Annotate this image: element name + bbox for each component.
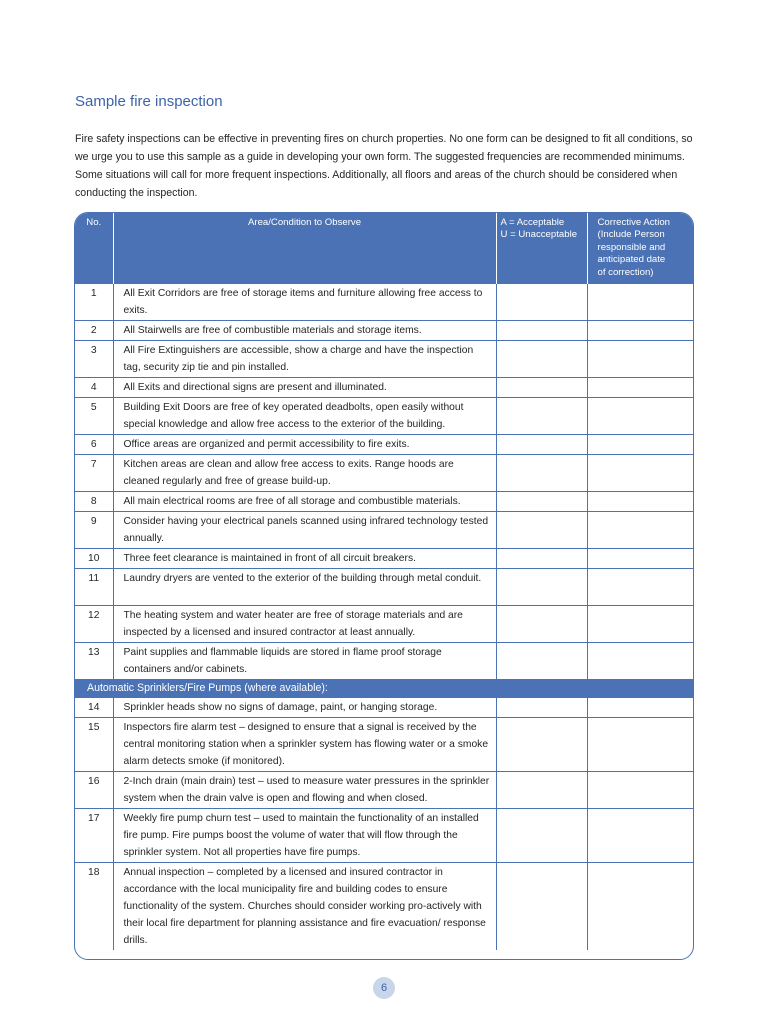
corrective-action-cell[interactable] bbox=[587, 809, 694, 863]
row-condition: The heating system and water heater are free of storage materials and are inspected by a licensed and insured contractor at least annually. bbox=[113, 606, 496, 643]
row-number: 18 bbox=[75, 863, 113, 951]
table-row bbox=[75, 341, 694, 378]
table-row bbox=[75, 512, 694, 549]
corrective-action-cell[interactable] bbox=[587, 321, 694, 341]
header-acceptable: A = Acceptable U = Unacceptable bbox=[496, 213, 587, 284]
corrective-action-cell[interactable] bbox=[587, 863, 694, 951]
row-condition: All Fire Extinguishers are accessible, show a charge and have the inspection tag, security zip tie and pin installed. bbox=[113, 341, 496, 378]
row-number: 4 bbox=[75, 378, 113, 398]
section-header-row bbox=[75, 680, 694, 698]
corrective-action-cell[interactable] bbox=[587, 341, 694, 378]
acceptable-cell[interactable] bbox=[496, 378, 587, 398]
table-row bbox=[75, 398, 694, 435]
acceptable-cell[interactable] bbox=[496, 569, 587, 606]
row-condition: Laundry dryers are vented to the exterior of the building through metal conduit. bbox=[113, 569, 496, 606]
row-number: 2 bbox=[75, 321, 113, 341]
table-row bbox=[75, 549, 694, 569]
row-number: 17 bbox=[75, 809, 113, 863]
acceptable-cell[interactable] bbox=[496, 398, 587, 435]
row-condition: Building Exit Doors are free of key operated deadbolts, open easily without special knowledge and allow free access to the exterior of the building. bbox=[113, 398, 496, 435]
header-no: No. bbox=[75, 213, 113, 284]
row-number: 6 bbox=[75, 435, 113, 455]
acceptable-cell[interactable] bbox=[496, 321, 587, 341]
table-row bbox=[75, 569, 694, 606]
corrective-action-cell[interactable] bbox=[587, 549, 694, 569]
section-label-sprinklers: Automatic Sprinklers/Fire Pumps (where available): bbox=[75, 680, 694, 698]
table-row bbox=[75, 863, 694, 951]
table-row bbox=[75, 809, 694, 863]
inspection-table bbox=[74, 212, 694, 960]
row-number: 11 bbox=[75, 569, 113, 606]
acceptable-cell[interactable] bbox=[496, 549, 587, 569]
corrective-action-cell[interactable] bbox=[587, 455, 694, 492]
corrective-action-cell[interactable] bbox=[587, 772, 694, 809]
row-condition: All Exits and directional signs are present and illuminated. bbox=[113, 378, 496, 398]
acceptable-cell[interactable] bbox=[496, 284, 587, 321]
row-condition: All Exit Corridors are free of storage items and furniture allowing free access to exits. bbox=[113, 284, 496, 321]
row-number: 13 bbox=[75, 643, 113, 680]
row-condition: 2-Inch drain (main drain) test – used to measure water pressures in the sprinkler system when the drain valve is open and flowing and when closed. bbox=[113, 772, 496, 809]
row-number: 15 bbox=[75, 718, 113, 772]
acceptable-cell[interactable] bbox=[496, 512, 587, 549]
table-row bbox=[75, 378, 694, 398]
row-number: 9 bbox=[75, 512, 113, 549]
table-row bbox=[75, 455, 694, 492]
corrective-action-cell[interactable] bbox=[587, 492, 694, 512]
row-number: 5 bbox=[75, 398, 113, 435]
acceptable-cell[interactable] bbox=[496, 809, 587, 863]
table-row bbox=[75, 772, 694, 809]
acceptable-cell[interactable] bbox=[496, 455, 587, 492]
corrective-action-cell[interactable] bbox=[587, 698, 694, 718]
corrective-action-cell[interactable] bbox=[587, 378, 694, 398]
row-condition: Office areas are organized and permit accessibility to fire exits. bbox=[113, 435, 496, 455]
row-condition: Inspectors fire alarm test – designed to ensure that a signal is received by the central monitoring station when a sprinkler system has flowing water or a smoke alarm detects smoke (if monitored). bbox=[113, 718, 496, 772]
row-number: 16 bbox=[75, 772, 113, 809]
table-header-row bbox=[75, 213, 694, 284]
acceptable-cell[interactable] bbox=[496, 341, 587, 378]
table-row bbox=[75, 321, 694, 341]
row-number: 3 bbox=[75, 341, 113, 378]
header-area-condition: Area/Condition to Observe bbox=[113, 213, 496, 284]
row-condition: Consider having your electrical panels scanned using infrared technology tested annually. bbox=[113, 512, 496, 549]
table-row bbox=[75, 643, 694, 680]
row-condition: Sprinkler heads show no signs of damage, paint, or hanging storage. bbox=[113, 698, 496, 718]
corrective-action-cell[interactable] bbox=[587, 606, 694, 643]
table-row bbox=[75, 435, 694, 455]
corrective-action-cell[interactable] bbox=[587, 718, 694, 772]
page-title: Sample fire inspection bbox=[75, 93, 223, 110]
row-condition: Weekly fire pump churn test – used to maintain the functionality of an installed fire pump. Fire pumps boost the volume of water that will flow through the sprinkler system. Not all properties have fire pumps. bbox=[113, 809, 496, 863]
corrective-action-cell[interactable] bbox=[587, 643, 694, 680]
acceptable-cell[interactable] bbox=[496, 643, 587, 680]
row-condition: All main electrical rooms are free of all storage and combustible materials. bbox=[113, 492, 496, 512]
row-number: 1 bbox=[75, 284, 113, 321]
table-row bbox=[75, 718, 694, 772]
corrective-action-cell[interactable] bbox=[587, 398, 694, 435]
acceptable-cell[interactable] bbox=[496, 698, 587, 718]
header-corrective-action: Corrective Action (Include Person responsible and anticipated date of correction) bbox=[587, 213, 694, 284]
acceptable-cell[interactable] bbox=[496, 772, 587, 809]
row-number: 12 bbox=[75, 606, 113, 643]
acceptable-cell[interactable] bbox=[496, 606, 587, 643]
row-condition: All Stairwells are free of combustible materials and storage items. bbox=[113, 321, 496, 341]
row-condition: Three feet clearance is maintained in front of all circuit breakers. bbox=[113, 549, 496, 569]
acceptable-cell[interactable] bbox=[496, 492, 587, 512]
table-row bbox=[75, 606, 694, 643]
table-row bbox=[75, 284, 694, 321]
row-number: 8 bbox=[75, 492, 113, 512]
row-condition: Annual inspection – completed by a licensed and insured contractor in accordance with the local municipality fire and building codes to ensure functionality of the system. Churches should consider working pro-actively with their local fire department for planning assistance and fire evacuation/ response drills. bbox=[113, 863, 496, 951]
row-number: 10 bbox=[75, 549, 113, 569]
table-row bbox=[75, 698, 694, 718]
row-number: 7 bbox=[75, 455, 113, 492]
row-condition: Paint supplies and flammable liquids are stored in flame proof storage containers and/or cabinets. bbox=[113, 643, 496, 680]
acceptable-cell[interactable] bbox=[496, 718, 587, 772]
table-row bbox=[75, 492, 694, 512]
row-condition: Kitchen areas are clean and allow free access to exits. Range hoods are cleaned regularly and free of grease build-up. bbox=[113, 455, 496, 492]
corrective-action-cell[interactable] bbox=[587, 435, 694, 455]
acceptable-cell[interactable] bbox=[496, 863, 587, 951]
intro-paragraph: Fire safety inspections can be effective in preventing fires on church properties. No one form can be designed to fit all conditions, so we urge you to use this sample as a guide in developing your own form. The suggested frequencies are recommended minimums. Some situations will call for more frequent inspections. Additionally, all floors and areas of the church should be considered when conducting the inspection. bbox=[75, 133, 693, 199]
acceptable-cell[interactable] bbox=[496, 435, 587, 455]
row-number: 14 bbox=[75, 698, 113, 718]
page-number-badge: 6 bbox=[373, 977, 395, 999]
corrective-action-cell[interactable] bbox=[587, 512, 694, 549]
corrective-action-cell[interactable] bbox=[587, 284, 694, 321]
corrective-action-cell[interactable] bbox=[587, 569, 694, 606]
